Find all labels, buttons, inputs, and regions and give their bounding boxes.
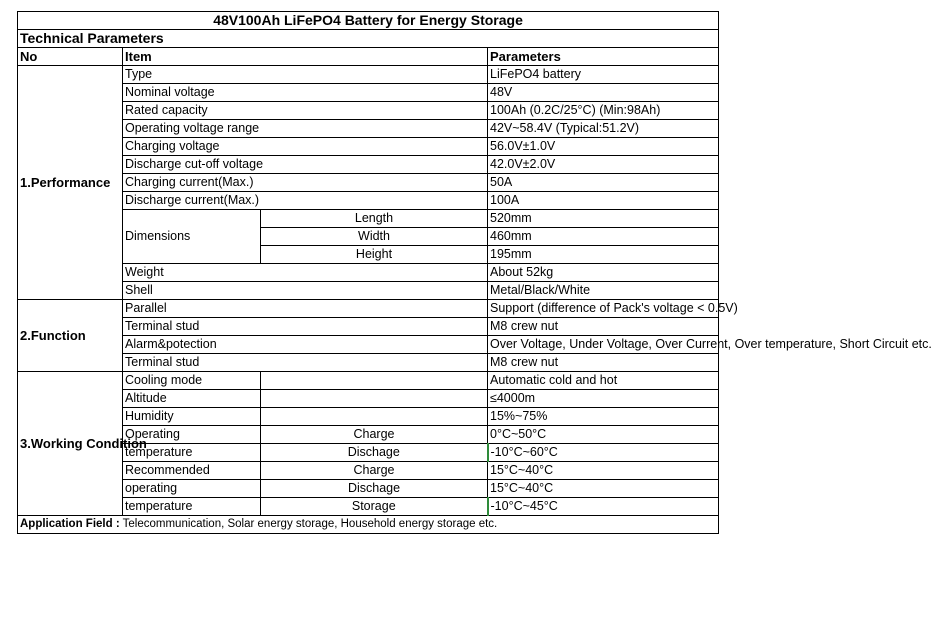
value-cell: 15%~75% (488, 408, 719, 426)
header-parameters: Parameters (488, 48, 719, 66)
value-cell: Automatic cold and hot (488, 372, 719, 390)
item-cell: Discharge cut-off voltage (123, 156, 488, 174)
value-cell: LiFePO4 battery (488, 66, 719, 84)
table-row (18, 408, 719, 426)
group-working-condition: 3.Working Condition (18, 372, 123, 516)
sub-item-cell: Length (261, 210, 488, 228)
table-row (18, 156, 719, 174)
sub-item-cell (261, 390, 488, 408)
header-item: Item (123, 48, 488, 66)
value-cell: 460mm (488, 228, 719, 246)
value-cell: 50A (488, 174, 719, 192)
table-row (18, 264, 719, 282)
item-cell: Shell (123, 282, 488, 300)
table-row (18, 84, 719, 102)
item-cell: Rated capacity (123, 102, 488, 120)
item-cell: Recommended (123, 462, 261, 480)
table-row (18, 498, 719, 516)
application-field-text: Telecommunication, Solar energy storage, Household energy storage etc. (119, 518, 498, 530)
value-cell: 520mm (488, 210, 719, 228)
table-row (18, 318, 719, 336)
value-cell: 56.0V±1.0V (488, 138, 719, 156)
section-title: Technical Parameters (18, 30, 719, 48)
table-row (18, 66, 719, 84)
item-cell: Cooling mode (123, 372, 261, 390)
item-cell: Type (123, 66, 488, 84)
value-cell: About 52kg (488, 264, 719, 282)
value-cell: 42.0V±2.0V (488, 156, 719, 174)
value-cell: Support (difference of Pack's voltage < 0.5V) (488, 300, 719, 318)
table-row (18, 390, 719, 408)
value-cell: 15°C~40°C (488, 480, 719, 498)
item-cell: Discharge current(Max.) (123, 192, 488, 210)
sub-item-cell: Dischage (261, 444, 488, 462)
footer-row (18, 516, 719, 534)
item-cell: temperature (123, 444, 261, 462)
value-cell: 42V~58.4V (Typical:51.2V) (488, 120, 719, 138)
value-cell: 100Ah (0.2C/25°C) (Min:98Ah) (488, 102, 719, 120)
item-cell: Terminal stud (123, 354, 488, 372)
value-cell: Metal/Black/White (488, 282, 719, 300)
item-cell: Humidity (123, 408, 261, 426)
sub-item-cell: Dischage (261, 480, 488, 498)
table-row (18, 480, 719, 498)
item-cell: Operating voltage range (123, 120, 488, 138)
sub-item-cell: Charge (261, 462, 488, 480)
sub-item-cell: Width (261, 228, 488, 246)
item-cell: Parallel (123, 300, 488, 318)
value-cell: -10°C~45°C (488, 498, 719, 516)
sub-item-cell (261, 372, 488, 390)
section-row (18, 30, 719, 48)
value-cell: 48V (488, 84, 719, 102)
item-cell: Charging voltage (123, 138, 488, 156)
value-cell: 100A (488, 192, 719, 210)
title-row (18, 12, 719, 30)
value-cell: M8 crew nut (488, 318, 719, 336)
header-row (18, 48, 719, 66)
table-row (18, 102, 719, 120)
group-performance: 1.Performance (18, 66, 123, 300)
spec-table (17, 11, 932, 534)
value-cell: 0°C~50°C (488, 426, 719, 444)
item-cell: Weight (123, 264, 488, 282)
table-row (18, 462, 719, 480)
item-cell: Operating (123, 426, 261, 444)
item-cell: Terminal stud (123, 318, 488, 336)
item-cell: operating (123, 480, 261, 498)
table-row (18, 336, 719, 354)
table-row (18, 210, 719, 228)
item-cell: Nominal voltage (123, 84, 488, 102)
table-row (18, 120, 719, 138)
sub-item-cell: Height (261, 246, 488, 264)
sub-item-cell (261, 408, 488, 426)
item-cell: Dimensions (123, 210, 261, 264)
table-row (18, 138, 719, 156)
sheet-title: 48V100Ah LiFePO4 Battery for Energy Storage (18, 12, 719, 30)
item-cell: temperature (123, 498, 261, 516)
value-cell: ≤4000m (488, 390, 719, 408)
item-cell: Charging current(Max.) (123, 174, 488, 192)
sub-item-cell: Charge (261, 426, 488, 444)
item-cell: Alarm&potection (123, 336, 488, 354)
sub-item-cell: Storage (261, 498, 488, 516)
table-row (18, 282, 719, 300)
table-row (18, 300, 719, 318)
value-cell: 15°C~40°C (488, 462, 719, 480)
table-row (18, 354, 719, 372)
header-no: No (18, 48, 123, 66)
table-row (18, 372, 719, 390)
value-cell: M8 crew nut (488, 354, 719, 372)
item-cell: Altitude (123, 390, 261, 408)
table-row (18, 174, 719, 192)
value-cell: 195mm (488, 246, 719, 264)
table-row (18, 192, 719, 210)
value-cell: -10°C~60°C (488, 444, 719, 462)
value-cell: Over Voltage, Under Voltage, Over Current, Over temperature, Short Circuit etc. (488, 336, 719, 354)
group-function: 2.Function (18, 300, 123, 372)
application-field (18, 516, 719, 534)
application-field-label: Application Field : (20, 518, 120, 530)
